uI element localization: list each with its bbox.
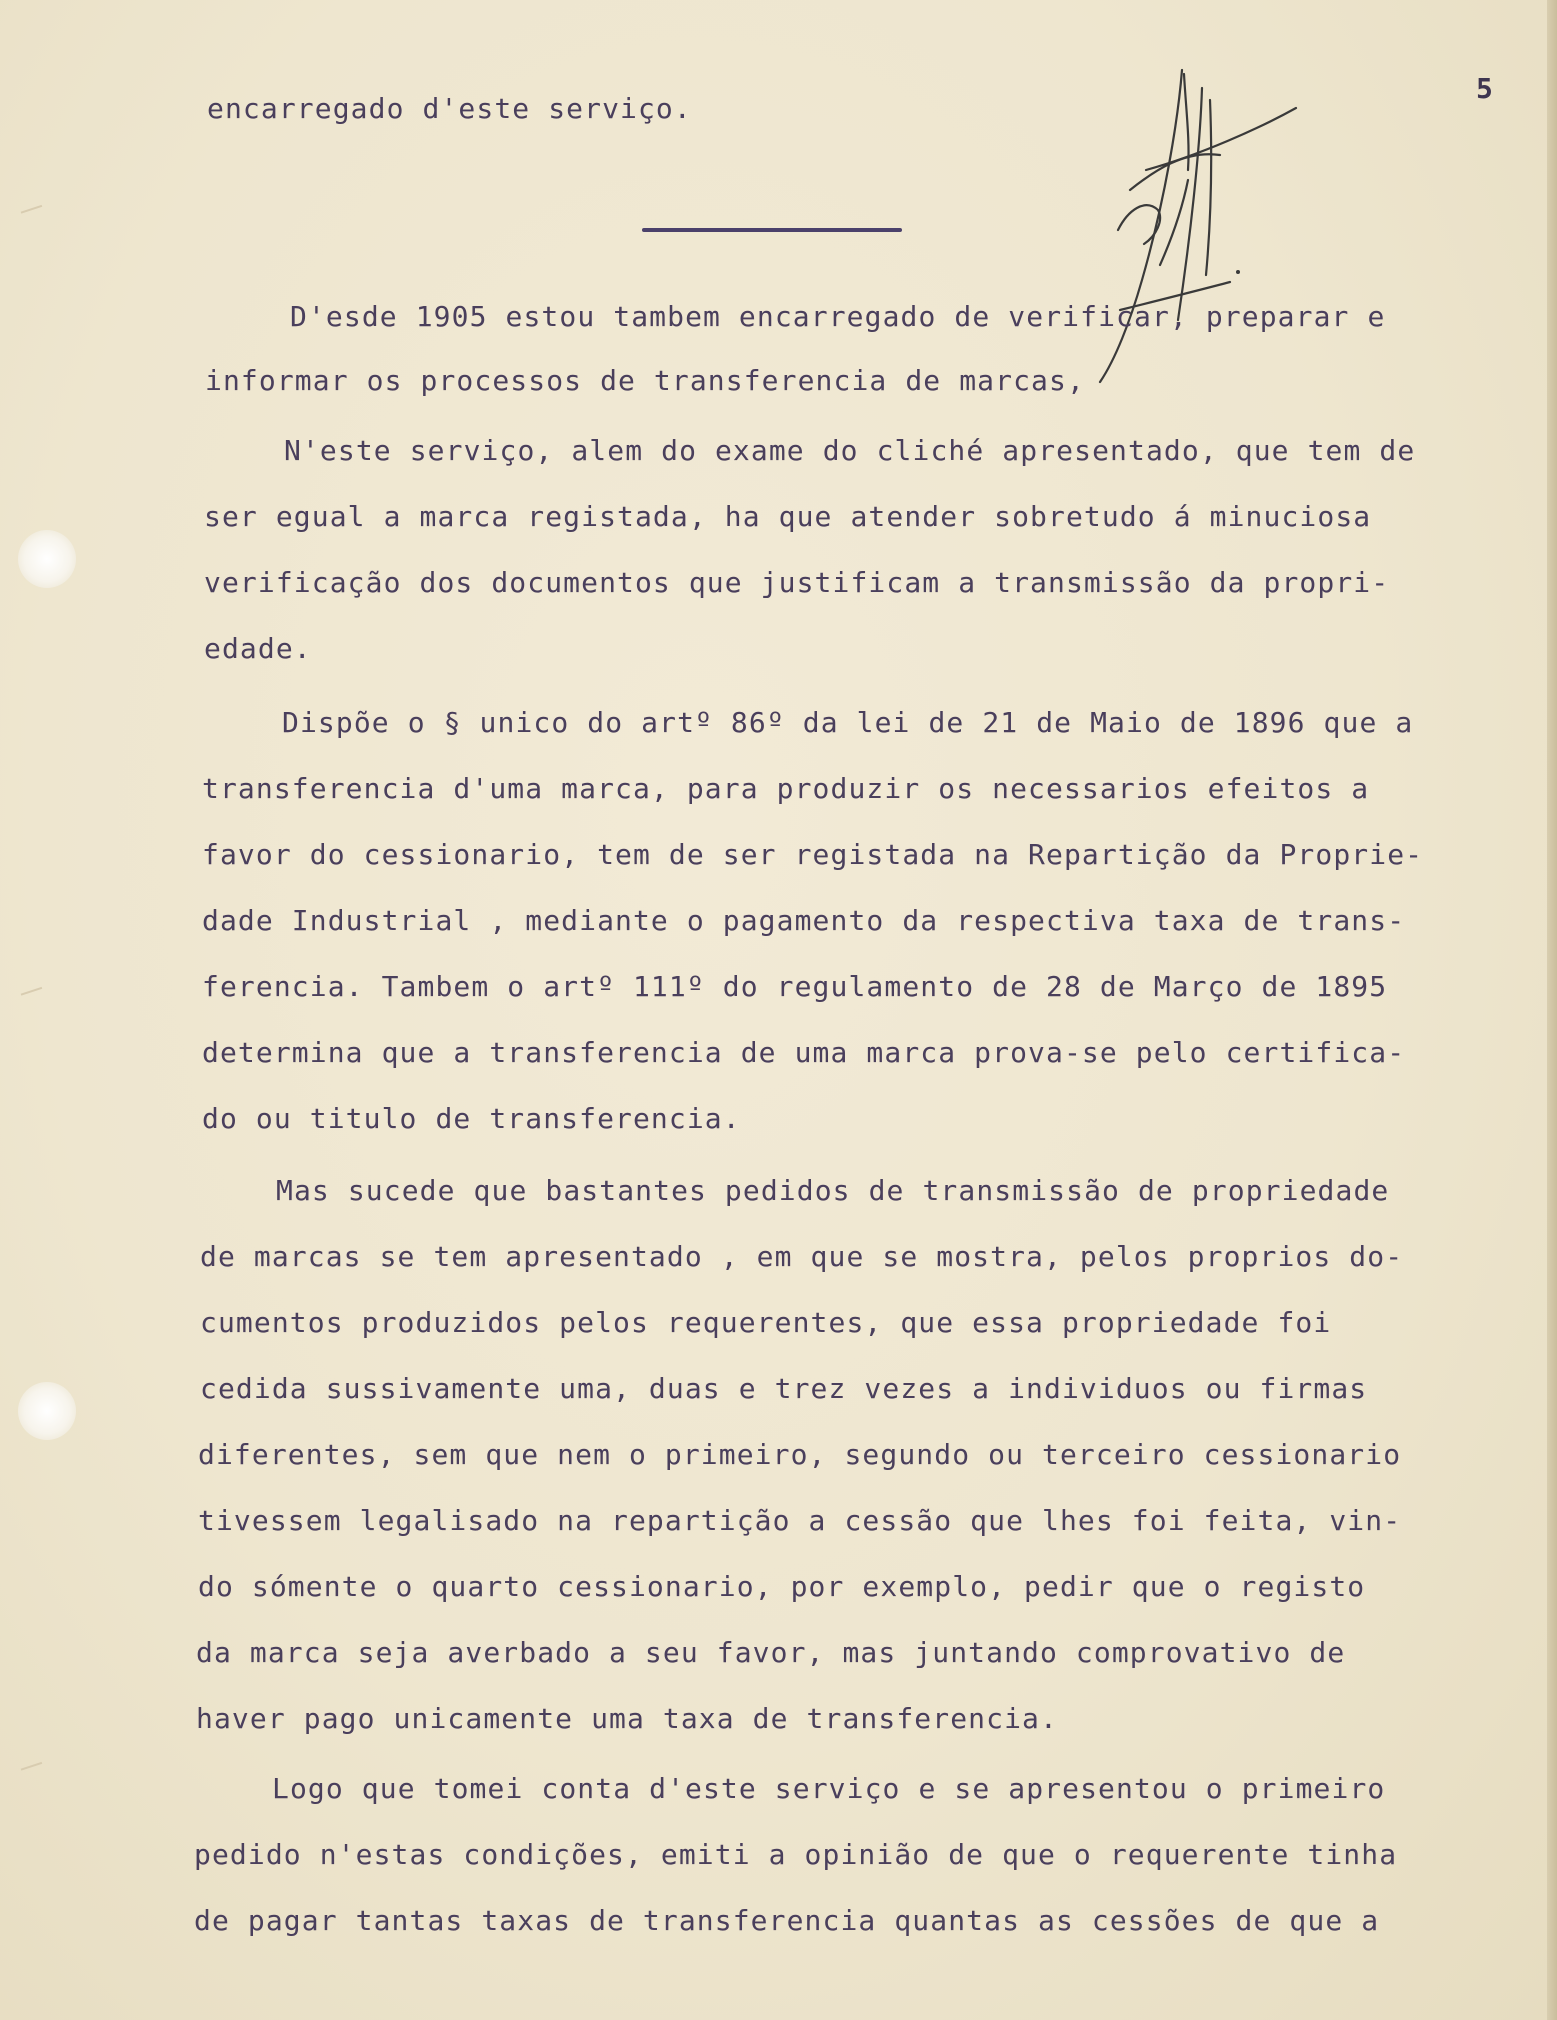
text-line-14: do ou titulo de transferencia. — [202, 1102, 741, 1135]
text-line-4: N'este serviço, alem do exame do cliché apresentado, que tem de — [284, 434, 1416, 467]
text-line-25: pedido n'estas condições, emiti a opinião de que o requerente tinha — [194, 1838, 1398, 1871]
text-line-7: edade. — [204, 632, 312, 665]
text-line-9: transferencia d'uma marca, para produzir os necessarios efeitos a — [202, 772, 1370, 805]
section-divider — [642, 228, 902, 232]
text-line-6: verificação dos documentos que justificam a transmissão da propri- — [204, 566, 1390, 599]
punch-hole-bottom — [18, 1382, 76, 1440]
text-line-20: tivessem legalisado na repartição a cessão que lhes foi feita, vin- — [198, 1504, 1402, 1537]
text-line-23: haver pago unicamente uma taxa de transferencia. — [196, 1702, 1058, 1735]
text-line-10: favor do cessionario, tem de ser registada na Repartição da Proprie- — [202, 838, 1424, 871]
text-line-26: de pagar tantas taxas de transferencia quantas as cessões de que a — [194, 1904, 1380, 1937]
text-line-2: D'esde 1905 estou tambem encarregado de verificar, preparar e — [290, 300, 1386, 333]
text-line-19: diferentes, sem que nem o primeiro, segundo ou terceiro cessionario — [198, 1438, 1402, 1471]
handwritten-signature — [1060, 60, 1320, 390]
text-line-16: de marcas se tem apresentado , em que se mostra, pelos proprios do- — [200, 1240, 1404, 1273]
text-line-13: determina que a transferencia de uma marca prova-se pelo certifica- — [202, 1036, 1406, 1069]
punch-hole-top — [18, 530, 76, 588]
text-line-22: da marca seja averbado a seu favor, mas juntando comprovativo de — [196, 1636, 1346, 1669]
paper-edge — [1547, 0, 1557, 2020]
text-line-18: cedida sussivamente uma, duas e trez vezes a individuos ou firmas — [200, 1372, 1368, 1405]
text-line-12: ferencia. Tambem o artº 111º do regulamento de 28 de Março de 1895 — [202, 970, 1388, 1003]
margin-mark — [21, 1762, 46, 1780]
text-line-11: dade Industrial , mediante o pagamento da respectiva taxa de trans- — [202, 904, 1406, 937]
text-line-17: cumentos produzidos pelos requerentes, que essa propriedade foi — [200, 1306, 1332, 1339]
text-line-8: Dispõe o § unico do artº 86º da lei de 21 de Maio de 1896 que a — [282, 706, 1414, 739]
text-line-15: Mas sucede que bastantes pedidos de transmissão de propriedade — [276, 1174, 1390, 1207]
text-line-5: ser egual a marca registada, ha que atender sobretudo á minuciosa — [204, 500, 1372, 533]
margin-mark — [21, 205, 46, 223]
margin-mark — [21, 987, 46, 1005]
text-line-24: Logo que tomei conta d'este serviço e se apresentou o primeiro — [272, 1772, 1386, 1805]
page-number: 5 — [1476, 72, 1493, 105]
text-line-1: encarregado d'este serviço. — [207, 92, 692, 125]
text-line-21: do sómente o quarto cessionario, por exemplo, pedir que o registo — [198, 1570, 1366, 1603]
text-line-3: informar os processos de transferencia de marcas, — [205, 364, 1085, 397]
